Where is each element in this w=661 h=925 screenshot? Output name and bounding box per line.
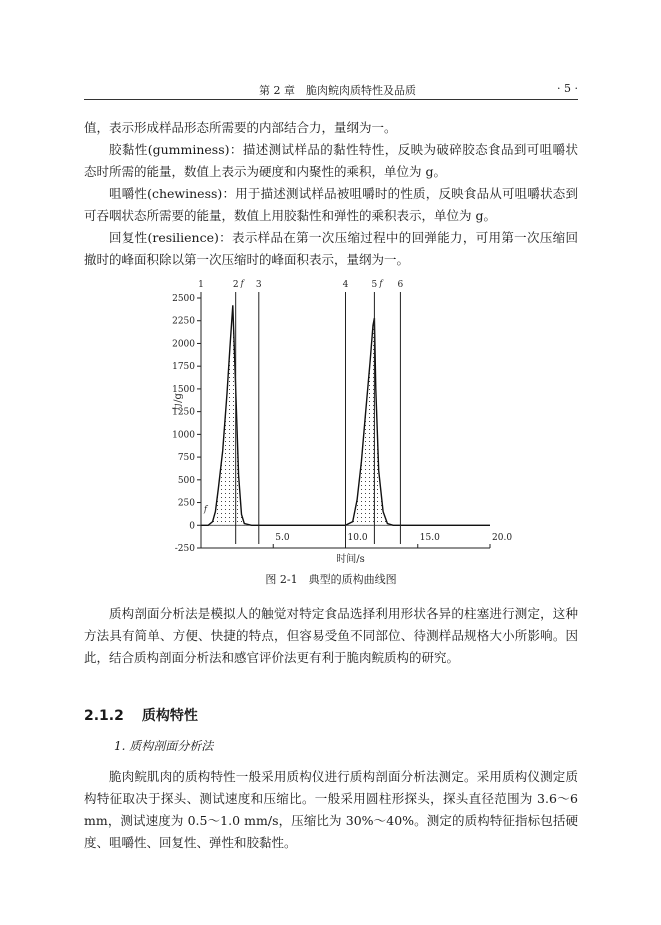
paragraph-texture-method: 脆肉鲩肌肉的质构特性一般采用质构仪进行质构剖面分析法测定。采用质构仪测定质构特征取决于探头、测试速度和压缩比。一般采用圆柱形探头，探头直径范围为 3.6～6 mm，测试速度为 0.5～1.0 mm/s，压缩比为 30%～40%。测定的质构特征指标包括硬度、咀嚼性、回复性、弹性和胶黏性。 xyxy=(84,769,578,850)
y-tick-label: 750 xyxy=(177,453,195,464)
paragraph-tpa-intro: 质构剖面分析法是模拟人的触觉对特定食品选择利用形状各异的柱塞进行测定，这种方法具有简单、方便、快捷的特点，但容易受鱼不同部位、待测样品规格大小所影响。因此，结合质构剖面分析法和感官评价法更有利于脆肉鲩质构的研究。 xyxy=(84,606,578,665)
chart-layer xyxy=(171,279,512,565)
y-tick-label: 0 xyxy=(189,521,195,532)
paragraph-resilience: 回复性(resilience)：表示样品在第一次压缩过程中的回弹能力，可用第一次压缩回撤时的峰面积除以第一次压缩时的峰面积表示，量纲为一。 xyxy=(84,230,578,267)
y-tick-label: 1750 xyxy=(172,362,195,373)
y-tick-label: 1250 xyxy=(172,407,195,418)
marker-label-5: 5 xyxy=(371,280,378,290)
marker-label-1: 1 xyxy=(198,280,204,290)
page-number: · 5 · xyxy=(557,82,578,95)
paragraph-continuation: 值，表示形成样品形态所需要的内部结合力，量纲为一。 xyxy=(84,120,397,135)
section-number: 2.1.2 xyxy=(84,708,124,724)
f-annotation: f xyxy=(240,279,244,288)
x-tick-label: 20.0 xyxy=(492,533,513,543)
subsection-heading: 1. 质构剖面分析法 xyxy=(114,739,214,753)
y-axis-label: 力/g xyxy=(173,393,184,413)
y-tick-label: 250 xyxy=(177,498,195,509)
y-tick-label: 2000 xyxy=(172,339,195,350)
section-title: 质构特性 xyxy=(141,708,198,724)
y-tick-label: 1500 xyxy=(172,384,195,395)
x-axis-label: 时间/s xyxy=(336,554,365,565)
f-annotation: f xyxy=(379,279,383,288)
marker-label-3: 3 xyxy=(255,280,262,290)
f-annotation: f xyxy=(204,504,207,514)
x-tick-label: 15.0 xyxy=(419,533,440,543)
y-tick-label: 2250 xyxy=(172,316,195,327)
chapter-title: 第 2 章 脆肉鲩肉质特性及品质 xyxy=(259,84,416,97)
figure-caption: 图 2-1 典型的质构曲线图 xyxy=(265,573,397,586)
y-tick-label: 500 xyxy=(177,475,195,486)
paragraph-gumminess: 胶黏性(gumminess)：描述测试样品的黏性特性，反映为破碎胶态食品到可咀嚼状态时所需的能量，数值上表示为硬度和内聚性的乘积，单位为 g。 xyxy=(84,142,578,179)
marker-label-4: 4 xyxy=(342,280,349,290)
marker-label-2: 2 xyxy=(232,280,239,290)
x-tick-label: 5.0 xyxy=(275,533,290,543)
y-tick-label: 2500 xyxy=(172,294,195,304)
x-tick-label: 10.0 xyxy=(347,533,368,543)
marker-label-6: 6 xyxy=(397,280,404,290)
y-tick-label: 1000 xyxy=(172,430,195,441)
paragraph-chewiness: 咀嚼性(chewiness)：用于描述测试样品被咀嚼时的性质，反映食品从可咀嚼状态到可吞咽状态所需要的能量，数值上用胶黏性和弹性的乘积表示，单位为 g。 xyxy=(84,186,578,223)
y-tick-label: -250 xyxy=(174,544,195,554)
section-heading xyxy=(84,705,216,725)
